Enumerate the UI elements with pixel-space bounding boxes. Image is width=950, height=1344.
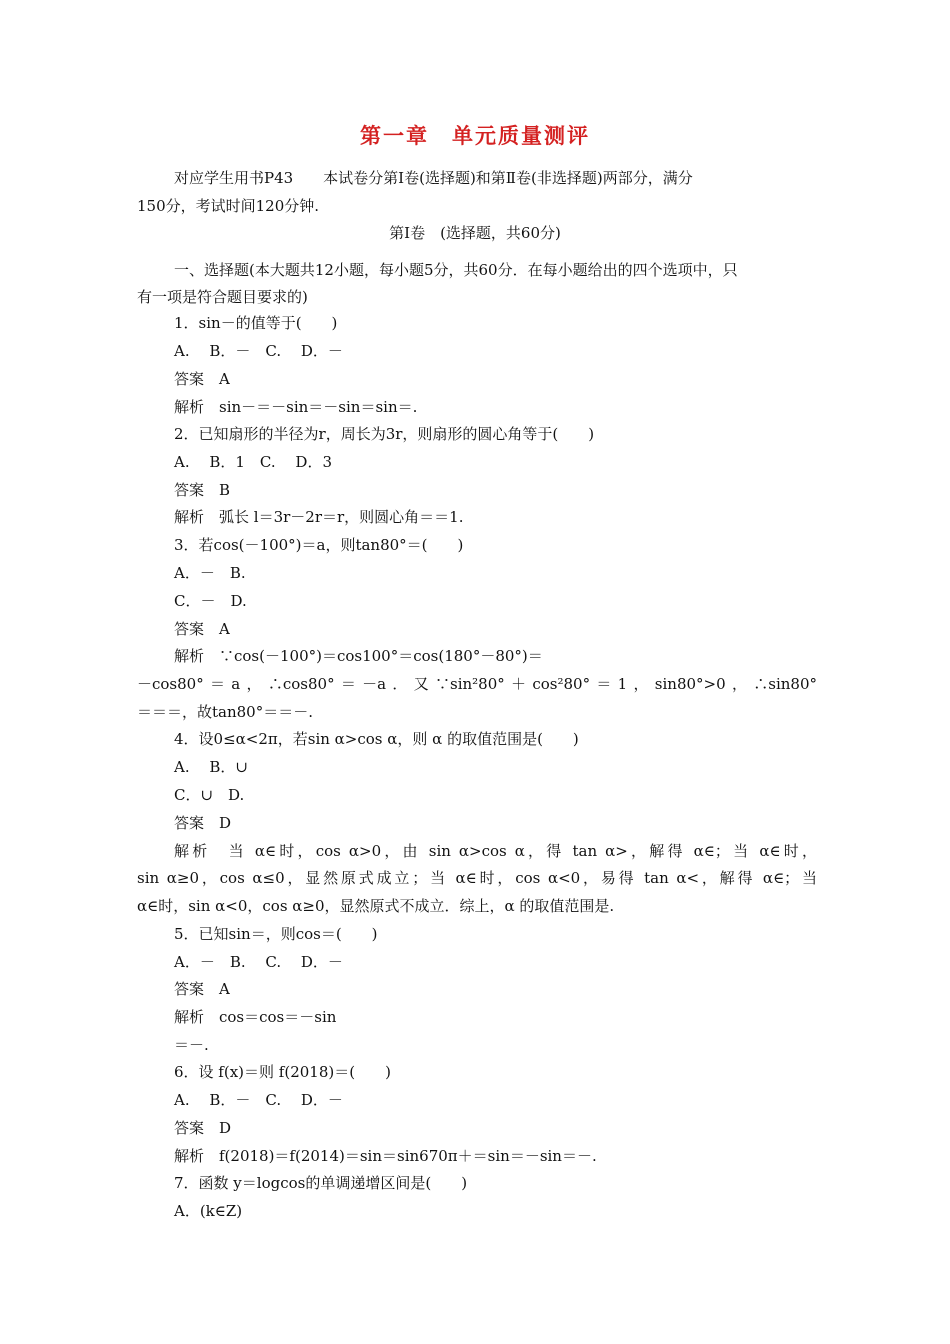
q3-analysis-1: 解析 ∵cos(－100°)＝cos100°＝cos(180°－80°)＝ bbox=[174, 647, 543, 665]
chapter-title: 第一章 单元质量测评 bbox=[360, 124, 590, 148]
q6-options: A. B．－ C. D．－ bbox=[174, 1091, 343, 1109]
q4-answer: 答案 D bbox=[174, 814, 232, 832]
q3-stem: 3．若cos(－100°)＝a，则tan80°＝( ) bbox=[174, 536, 464, 554]
q3-analysis-2: －cos80°＝a，∴cos80°＝－a．又∵sin²80°＋cos²80°＝1，sin80°>0，∴sin80° bbox=[137, 675, 817, 693]
q5-answer: 答案 A bbox=[174, 980, 230, 998]
q4-options-2: C．∪ D. bbox=[174, 786, 245, 804]
q2-analysis: 解析 弧长 l＝3r－2r＝r，则圆心角＝＝1. bbox=[174, 508, 464, 526]
q4-options-1: A. B．∪ bbox=[174, 758, 248, 776]
q7-options: A．(k∈Z) bbox=[174, 1202, 243, 1220]
q6-analysis: 解析 f(2018)＝f(2014)＝sin＝sin670π＋＝sin＝－sin＝－. bbox=[174, 1147, 597, 1165]
q3-options-1: A．－ B. bbox=[174, 564, 246, 582]
q4-stem: 4．设0≤α<2π，若sin α>cos α，则 α 的取值范围是( ) bbox=[174, 730, 579, 748]
q1-analysis: 解析 sin－＝－sin＝－sin＝sin＝. bbox=[174, 398, 418, 416]
q5-options: A．－ B. C. D．－ bbox=[174, 953, 343, 971]
q7-stem: 7．函数 y＝logcos的单调递增区间是( ) bbox=[174, 1174, 468, 1192]
q6-answer: 答案 D bbox=[174, 1119, 232, 1137]
q3-analysis-3: ＝＝＝，故tan80°＝＝－. bbox=[137, 703, 313, 721]
q5-analysis-2: ＝－. bbox=[174, 1036, 209, 1054]
intro-line-2: 150分，考试时间120分钟. bbox=[137, 197, 320, 215]
q3-answer: 答案 A bbox=[174, 620, 230, 638]
q3-options-2: C．－ D. bbox=[174, 592, 247, 610]
q2-stem: 2．已知扇形的半径为r，周长为3r，则扇形的圆心角等于( ) bbox=[174, 425, 595, 443]
q2-answer: 答案 B bbox=[174, 481, 231, 499]
section-instruction-2: 有一项是符合题目要求的) bbox=[137, 288, 308, 306]
q1-stem: 1．sin－的值等于( ) bbox=[174, 314, 338, 332]
intro-line-1: 对应学生用书P43 本试卷分第Ⅰ卷(选择题)和第Ⅱ卷(非选择题)两部分，满分 bbox=[174, 169, 693, 187]
q5-stem: 5．已知sin＝，则cos＝( ) bbox=[174, 925, 378, 943]
q1-options: A. B．－ C. D．－ bbox=[174, 342, 343, 360]
section-heading: 第Ⅰ卷 (选择题，共60分) bbox=[389, 224, 561, 242]
q4-analysis-2: sin α≥0，cos α≤0，显然原式成立；当 α∈时，cos α<0，易得 tan α<，解得 α∈；当 bbox=[137, 869, 817, 887]
q1-answer: 答案 A bbox=[174, 370, 230, 388]
section-instruction-1: 一、选择题(本大题共12小题，每小题5分，共60分．在每小题给出的四个选项中，只 bbox=[174, 261, 738, 279]
q6-stem: 6．设 f(x)＝则 f(2018)＝( ) bbox=[174, 1063, 391, 1081]
q5-analysis-1: 解析 cos＝cos＝－sin bbox=[174, 1008, 337, 1026]
q4-analysis-1: 解析 当 α∈时，cos α>0，由 sin α>cos α，得 tan α>，解得 α∈；当 α∈时， bbox=[174, 842, 817, 860]
q2-options: A. B．1 C. D．3 bbox=[174, 453, 332, 471]
q4-analysis-3: α∈时，sin α<0，cos α≥0，显然原式不成立．综上，α 的取值范围是. bbox=[137, 897, 615, 915]
